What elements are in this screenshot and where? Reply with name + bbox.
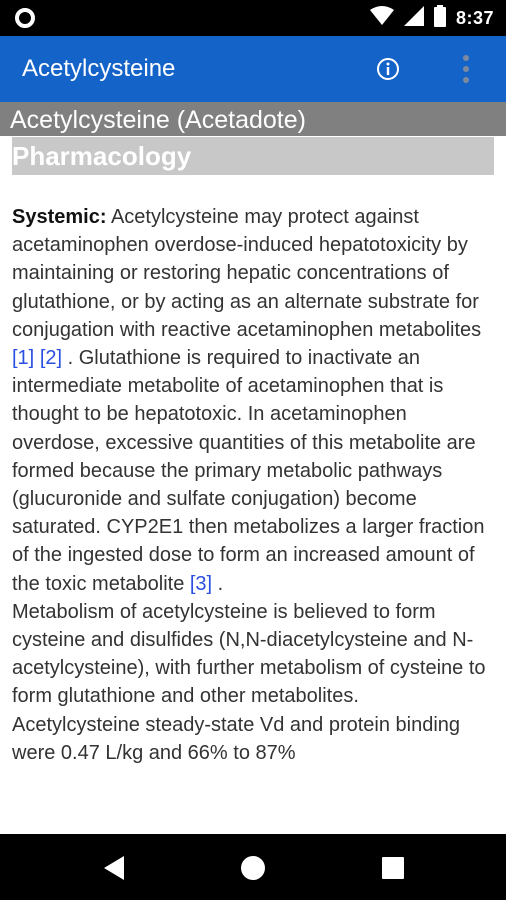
- systemic-label: Systemic:: [12, 206, 107, 228]
- home-button[interactable]: [237, 852, 269, 884]
- back-icon: [102, 855, 126, 881]
- signal-icon: [404, 6, 424, 31]
- more-vert-icon: [463, 55, 469, 61]
- info-button[interactable]: [372, 53, 404, 85]
- paragraph-text: Metabolism of acetylcysteine is believed to form cysteine and disulfides (N,N-diacetylcysteine and N-acetylcysteine), with further metabolism of cysteine to form glutathione and other metabolites.: [12, 600, 486, 708]
- reference-link-2[interactable]: [2]: [39, 347, 63, 370]
- paragraph-text: . Glutathione is required to inactivate an intermediate metabolite of acetaminophen that is thought to be hepatotoxic. In acetaminophen overdose, excessive quantities of this metabolite are formed because the primary metabolic pathways (glucuronide and sulfate conjugation) become saturated. CYP2E1 then metabolizes a larger fraction of the ingested dose to form an increased amount of the toxic metabolite: [12, 347, 485, 595]
- recents-icon: [382, 857, 404, 879]
- status-time: 8:37: [455, 7, 494, 28]
- paragraph-text: .: [212, 572, 224, 595]
- back-button[interactable]: [98, 852, 130, 884]
- battery-icon: [434, 5, 446, 32]
- paragraph-text: Acetylcysteine steady-state Vd and protein binding were 0.47 L/kg and 66% to 87%: [12, 713, 461, 764]
- app-bar: [0, 36, 506, 102]
- navigation-bar: [0, 834, 506, 900]
- reference-link-3[interactable]: [3]: [189, 572, 213, 595]
- status-icons: [370, 6, 494, 30]
- monograph-content[interactable]: [0, 102, 506, 834]
- status-bar: [0, 0, 506, 36]
- more-options-button[interactable]: [452, 50, 480, 88]
- paragraph-text: Acetylcysteine may protect against acetaminophen overdose-induced hepatotoxicity by maintaining or restoring hepatic concentrations of glutathione, or by acting as an alternate substrate for conjugation with reactive acetaminophen metabolites: [12, 206, 482, 341]
- reference-link-1[interactable]: [1]: [12, 347, 35, 370]
- recents-button[interactable]: [377, 852, 409, 884]
- wifi-icon: [370, 6, 394, 31]
- home-icon: [240, 855, 266, 881]
- info-icon: [376, 57, 400, 81]
- pharmacology-text: [0, 175, 506, 767]
- section-heading-pharmacology: Pharmacology: [12, 137, 494, 175]
- drug-heading: Acetylcysteine (Acetadote): [0, 102, 506, 136]
- circle-icon: [14, 7, 36, 29]
- app-title: Acetylcysteine: [22, 55, 176, 82]
